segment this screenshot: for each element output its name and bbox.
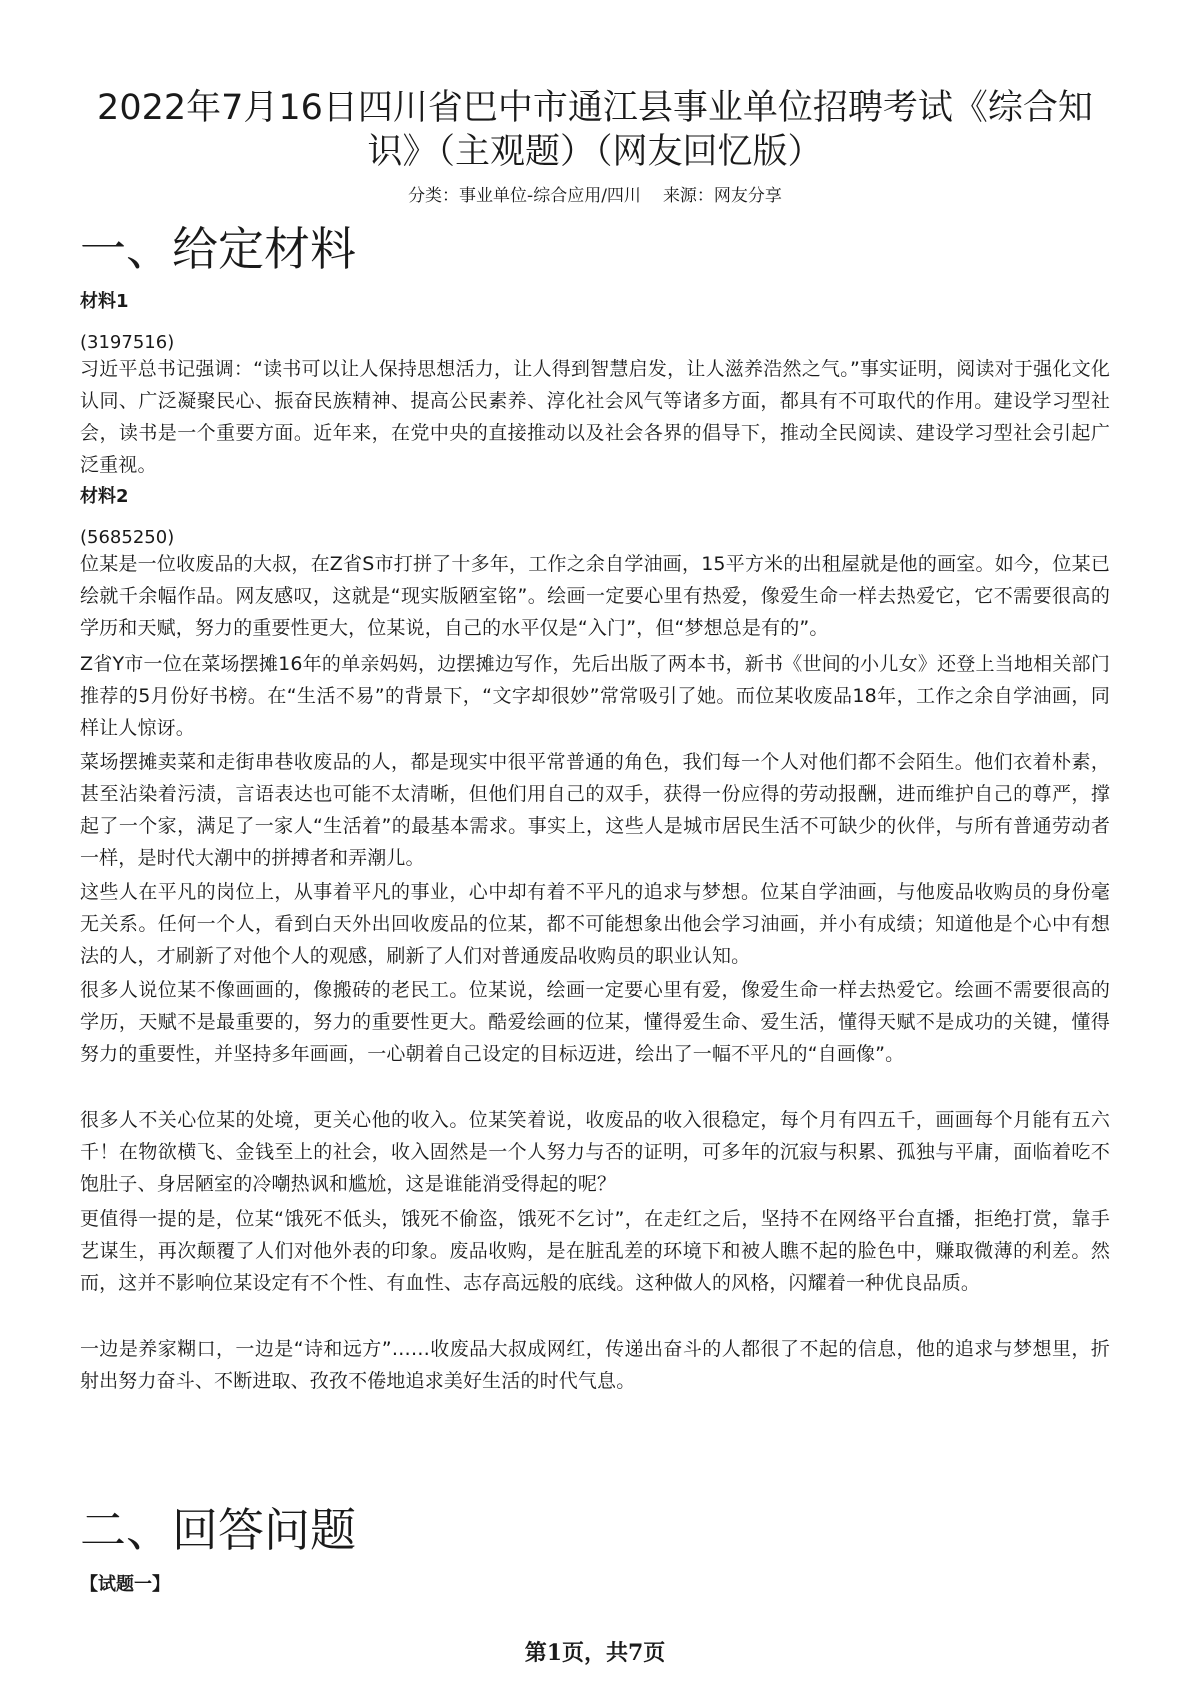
material-1-code: (3197516) — [80, 332, 175, 353]
material-2-paragraph: 很多人说位某不像画画的，像搬砖的老民工。位某说，绘画一定要心里有爱，像爱生命一样去热爱它。绘画不需要很高的学历，天赋不是最重要的，努力的重要性更大。酷爱绘画的位某，懂得爱生命、爱生活，懂得天赋不是成功的关键，懂得努力的重要性，并坚持多年画画，一心朝着自己设定的目标迈进，绘出了一幅不平凡的“自画像”。 — [80, 979, 1110, 1065]
material-1-paragraph: 习近平总书记强调：“读书可以让人保持思想活力，让人得到智慧启发，让人滋养浩然之气。”事实证明，阅读对于强化文化认同、广泛凝聚民心、振奋民族精神、提高公民素养、淳化社会风气等诸多方面，都具有不可取代的作用。建设学习型社会，读书是一个重要方面。近年来，在党中央的直接推动以及社会各界的倡导下，推动全民阅读、建设学习型社会引起广泛重视。 — [80, 358, 1110, 476]
document-meta — [80, 184, 1110, 208]
source-text: 来源：网友分享 — [662, 186, 782, 206]
material-2-paragraph: 一边是养家糊口，一边是“诗和远方”……收废品大叔成网红，传递出奋斗的人都很了不起的信息，他的追求与梦想里，折射出努力奋斗、不断进取、孜孜不倦地追求美好生活的时代气息。 — [80, 1338, 1110, 1392]
material-2-paragraph: 这些人在平凡的岗位上，从事着平凡的事业，心中却有着不平凡的追求与梦想。位某自学油画，与他废品收购员的身份毫无关系。任何一个人，看到白天外出回收废品的位某，都不可能想象出他会学习油画，并小有成绩；知道他是个心中有想法的人，才刷新了对他个人的观感，刷新了人们对普通废品收购员的职业认知。 — [80, 881, 1110, 967]
category-text: 分类：事业单位-综合应用/四川 — [408, 186, 641, 206]
material-2-paragraph: 菜场摆摊卖菜和走街串巷收废品的人，都是现实中很平常普通的角色，我们每一个人对他们都不会陌生。他们衣着朴素，甚至沾染着污渍，言语表达也可能不太清晰，但他们用自己的双手，获得一份应得的劳动报酬，进而维护自己的尊严，撑起了一个家，满足了一家人“生活着”的最基本需求。事实上，这些人是城市居民生活不可缺少的伙伴，与所有普通劳动者一样，是时代大潮中的拼搏者和弄潮儿。 — [80, 751, 1110, 869]
material-1-label: 材料1 — [80, 291, 129, 312]
material-2-label: 材料2 — [80, 486, 129, 507]
material-2-paragraph: 很多人不关心位某的处境，更关心他的收入。位某笑着说，收废品的收入很稳定，每个月有四五千，画画每个月能有五六千！在物欲横飞、金钱至上的社会，收入固然是一个人努力与否的证明，可多年的沉寂与积累、孤独与平庸，面临着吃不饱肚子、身居陋室的冷嘲热讽和尴尬，这是谁能消受得起的呢？ — [80, 1109, 1110, 1195]
material-2-code: (5685250) — [80, 527, 175, 548]
material-2-paragraph: 位某是一位收废品的大叔，在Z省S市打拼了十多年，工作之余自学油画，15平方米的出租屋就是他的画室。如今，位某已绘就千余幅作品。网友感叹，这就是“现实版陋室铭”。绘画一定要心里有热爱，像爱生命一样去热爱它，它不需要很高的学历和天赋，努力的重要性更大，位某说，自己的水平仅是“入门”，但“梦想总是有的”。 — [80, 553, 1110, 639]
section-title-questions: 二、回答问题 — [80, 1503, 356, 1557]
document-title: 2022年7月16日四川省巴中市通江县事业单位招聘考试《综合知识》（主观题）（网友回忆版） — [97, 88, 1093, 172]
question-1-label: 【试题一】 — [80, 1574, 170, 1595]
page-number: 第1页，共7页 — [524, 1640, 666, 1666]
material-2-paragraph: Z省Y市一位在菜场摆摊16年的单亲妈妈，边摆摊边写作，先后出版了两本书，新书《世间的小儿女》还登上当地相关部门推荐的5月份好书榜。在“生活不易”的背景下，“文字却很妙”常常吸引了她。而位某收废品18年，工作之余自学油画，同样让人惊讶。 — [80, 653, 1110, 739]
material-2-paragraph: 更值得一提的是，位某“饿死不低头，饿死不偷盗，饿死不乞讨”，在走红之后，坚持不在网络平台直播，拒绝打赏，靠手艺谋生，再次颠覆了人们对他外表的印象。废品收购，是在脏乱差的环境下和被人瞧不起的脸色中，赚取微薄的利差。然而，这并不影响位某设定有不个性、有血性、志存高远般的底线。这种做人的风格，闪耀着一种优良品质。 — [80, 1208, 1110, 1294]
section-title-materials: 一、给定材料 — [80, 222, 356, 276]
